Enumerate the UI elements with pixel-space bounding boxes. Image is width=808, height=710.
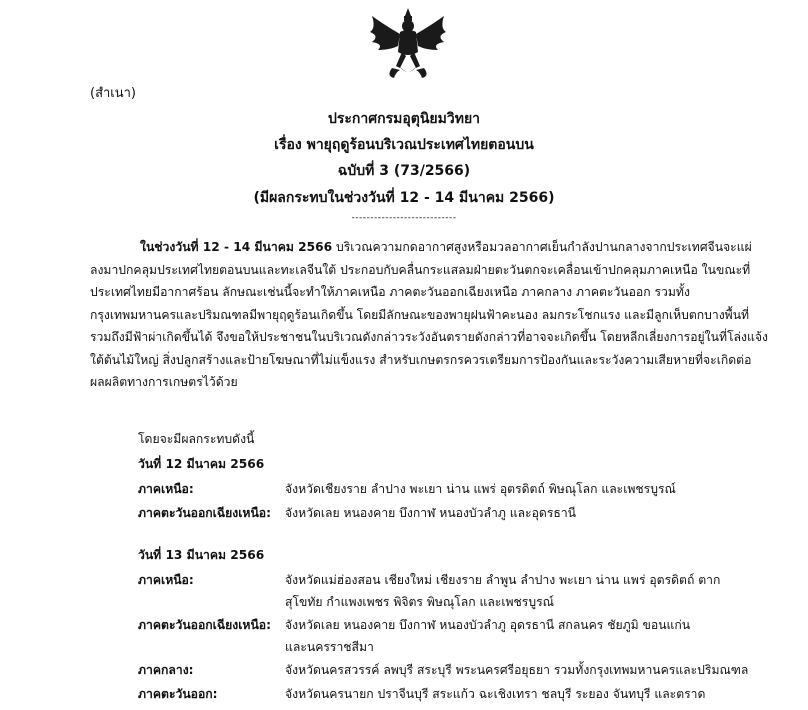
region-label: ภาคเหนือ: [138, 573, 194, 587]
body-line: ลงมาปกคลุมประเทศไทยตอนบนและทะเลจีนใต้ ประกอบกับคลื่นกระแสลมฝ่ายตะวันตกจะเคลื่อนเข้าปกคลุมภาคเหนือ ในขณะที่ [90, 262, 751, 277]
region-label: ภาคตะวันออกเฉียงเหนือ: [138, 506, 271, 520]
region-provinces: จังหวัดเชียงราย ลำปาง พะเยา น่าน แพร่ อุตรดิตถ์ พิษณุโลก และเพชรบูรณ์ [285, 482, 676, 496]
region-label: ภาคกลาง: [138, 663, 194, 677]
region-provinces: จังหวัดเลย หนองคาย บึงกาฬ หนองบัวลำภู อุดรธานี สกลนคร ชัยภูมิ ขอนแก่น [285, 618, 691, 632]
impact-intro: โดยจะมีผลกระทบดังนี้ [138, 432, 255, 446]
body-line-text: บริเวณความกดอากาศสูงหรือมวลอากาศเย็นกำลังปานกลางจากประเทศจีนจะแผ่ [332, 240, 752, 254]
region-label: ภาคเหนือ: [138, 482, 194, 496]
region-label: ภาคตะวันออกเฉียงเหนือ: [138, 618, 271, 632]
body-line [90, 236, 750, 259]
separator-line: ---------------------------- [351, 213, 457, 223]
region-provinces: สุโขทัย กำแพงเพชร พิจิตร พิษณุโลก และเพชรบูรณ์ [285, 595, 554, 609]
announcement-subject: เรื่อง พายุฤดูร้อนบริเวณประเทศไทยตอนบน [274, 137, 534, 153]
region-provinces: จังหวัดนครสวรรค์ ลพบุรี สระบุรี พระนครศรีอยุธยา รวมทั้งกรุงเทพมหานครและปริมณฑล [285, 663, 749, 677]
region-provinces: จังหวัดแม่ฮ่องสอน เชียงใหม่ เชียงราย ลำพูน ลำปาง พะเยา น่าน แพร่ อุตรดิตถ์ ตาก [285, 573, 721, 587]
body-line: กรุงเทพมหานครและปริมณฑลมีพายุฤดูร้อนเกิดขึ้น โดยมีลักษณะของพายุฝนฟ้าคะนอง ลมกระโชกแรง และมีลูกเห็บตกบางพื้นที่ [90, 307, 750, 322]
region-label: ภาคตะวันออก: [138, 687, 218, 701]
announcement-issue-number: ฉบับที่ 3 (73/2566) [337, 163, 471, 179]
day-date: วันที่ 13 มีนาคม 2566 [138, 548, 265, 562]
body-line: ผลผลิตทางการเกษตรไว้ด้วย [90, 375, 238, 389]
announcement-title: ประกาศกรมอุตุนิยมวิทยา [327, 111, 481, 127]
copy-label: (สำเนา) [90, 86, 137, 101]
body-lead-bold: ในช่วงวันที่ 12 - 14 มีนาคม 2566 [140, 240, 333, 254]
region-provinces: และนครราชสีมา [285, 640, 374, 654]
body-line: ใต้ต้นไม้ใหญ่ สิ่งปลูกสร้างและป้ายโฆษณาที่ไม่แข็งแรง สำหรับเกษตรกรควรเตรียมการป้องกันและระวังความเสียหายที่จะเกิดต่อ [90, 352, 752, 367]
region-provinces: จังหวัดนครนายก ปราจีนบุรี สระแก้ว ฉะเชิงเทรา ชลบุรี ระยอง จันทบุรี และตราด [285, 687, 706, 701]
region-provinces: จังหวัดเลย หนองคาย บึงกาฬ หนองบัวลำภู และอุดรธานี [285, 506, 576, 520]
body-paragraph [90, 236, 768, 394]
day-date: วันที่ 12 มีนาคม 2566 [138, 457, 265, 471]
garuda-emblem-icon [366, 6, 450, 82]
body-line: รวมถึงมีฟ้าผ่าเกิดขึ้นได้ จึงขอให้ประชาชนในบริเวณดังกล่าวระวังอันตรายดังกล่าวที่อาจจะเกิดขึ้น โดยหลีกเลี่ยงการอยู่ในที่โล่งแจ้ง [90, 330, 768, 344]
announcement-effective-period: (มีผลกระทบในช่วงวันที่ 12 - 14 มีนาคม 2566) [253, 190, 555, 206]
body-line: ประเทศไทยมีอากาศร้อน ลักษณะเช่นนี้จะทำให้ภาคเหนือ ภาคตะวันออกเฉียงเหนือ ภาคกลาง ภาคตะวันออก รวมทั้ง [90, 285, 690, 299]
